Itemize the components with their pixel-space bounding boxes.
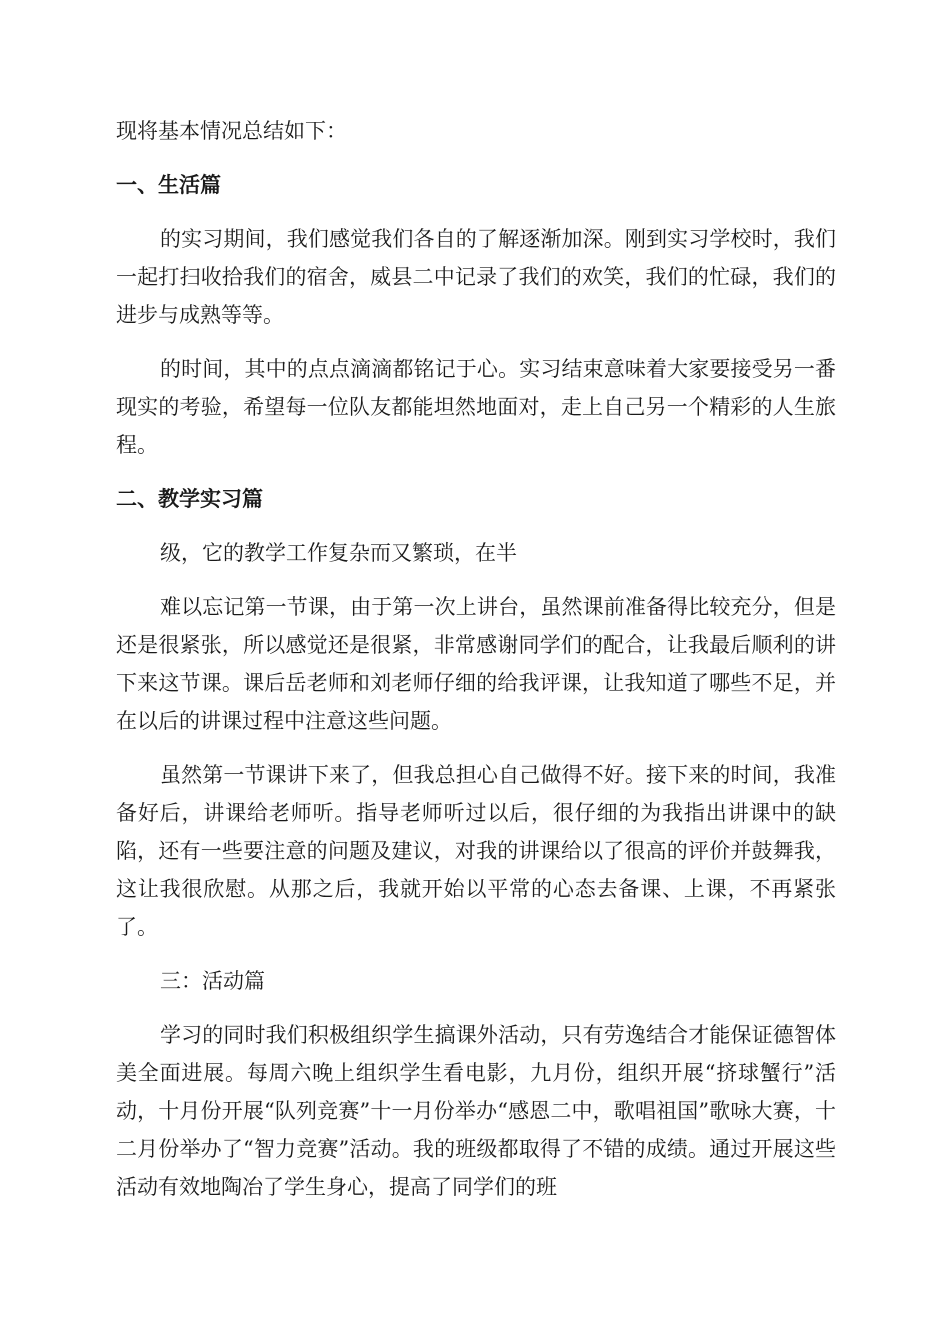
paragraph-life-2: 的时间，其中的点点滴滴都铭记于心。实习结束意味着大家要接受另一番现实的考验，希望每一位队友都能坦然地面对，走上自己另一个精彩的人生旅程。 — [116, 357, 836, 457]
section-heading-activity: 三：活动篇 — [160, 969, 265, 993]
section-heading-life: 一、生活篇 — [116, 173, 221, 197]
document-body — [116, 112, 836, 1206]
paragraph-teaching-1: 级，它的教学工作复杂而又繁琐，在半 — [160, 541, 517, 565]
intro-text: 现将基本情况总结如下： — [116, 119, 347, 143]
paragraph-teaching-3: 虽然第一节课讲下来了，但我总担心自己做得不好。接下来的时间，我准备好后，讲课给老师听。指导老师听过以后，很仔细的为我指出讲课中的缺陷，还有一些要注意的问题及建议，对我的讲课给以了很高的评价并鼓舞我，这让我很欣慰。从那之后，我就开始以平常的心态去备课、上课，不再紧张了。 — [116, 763, 836, 939]
section-heading-teaching: 二、教学实习篇 — [116, 487, 263, 511]
paragraph-teaching-2: 难以忘记第一节课，由于第一次上讲台，虽然课前准备得比较充分，但是还是很紧张，所以感觉还是很紧，非常感谢同学们的配合，让我最后顺利的讲下来这节课。课后岳老师和刘老师仔细的给我评课，让我知道了哪些不足，并在以后的讲课过程中注意这些问题。 — [116, 595, 836, 733]
paragraph-life-1: 的实习期间，我们感觉我们各自的了解逐渐加深。刚到实习学校时，我们一起打扫收拾我们的宿舍，威县二中记录了我们的欢笑，我们的忙碌，我们的进步与成熟等等。 — [116, 227, 836, 327]
paragraph-activity-1: 学习的同时我们积极组织学生搞课外活动，只有劳逸结合才能保证德智体美全面进展。每周六晚上组织学生看电影，九月份，组织开展“挤球蟹行”活动，十月份开展“队列竞赛”十一月份举办“感恩二中，歌唱祖国”歌咏大赛，十二月份举办了“智力竞赛”活动。我的班级都取得了不错的成绩。通过开展这些活动有效地陶冶了学生身心，提高了同学们的班 — [116, 1023, 836, 1199]
